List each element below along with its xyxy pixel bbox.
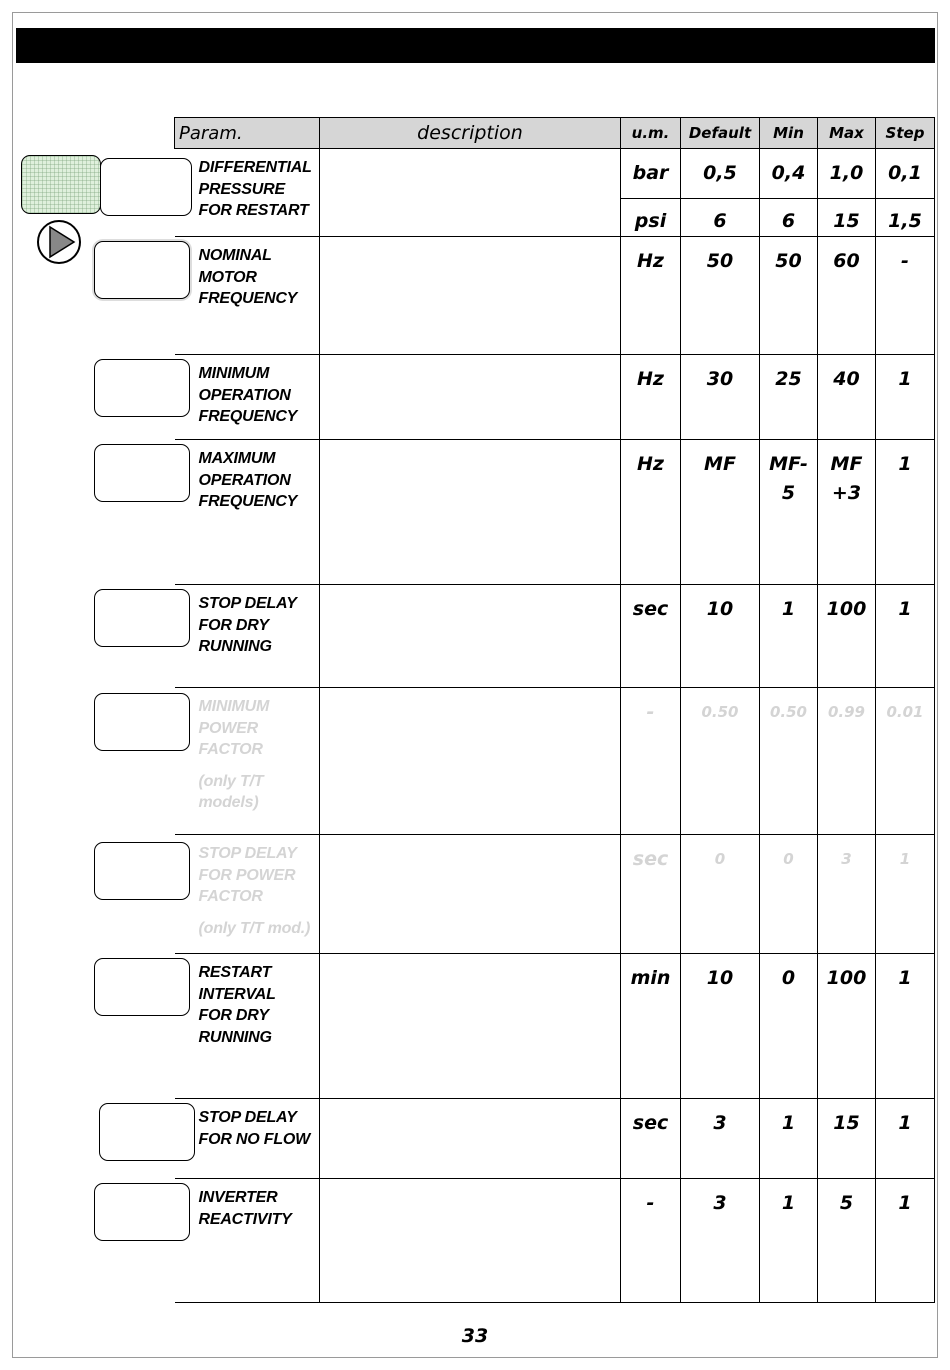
table-row xyxy=(175,1099,935,1179)
min-cell: MF- 5 xyxy=(760,440,818,585)
header-um: u.m. xyxy=(621,118,681,149)
param-description xyxy=(320,149,621,237)
unit-cell: min xyxy=(621,954,681,1099)
max-cell: 60 xyxy=(818,237,876,355)
min-cell: 0 xyxy=(760,954,818,1099)
param-description xyxy=(320,440,621,585)
max-cell: 1,0 xyxy=(818,149,876,199)
step-cell: 1 xyxy=(876,1099,935,1179)
unit-cell: psi xyxy=(621,199,681,237)
max-cell: 5 xyxy=(818,1179,876,1303)
unit-cell: - xyxy=(621,688,681,835)
table-header-row xyxy=(175,118,935,149)
play-icon xyxy=(36,219,82,265)
default-cell: 0.50 xyxy=(681,688,760,835)
table-row xyxy=(175,1179,935,1303)
min-cell: 50 xyxy=(760,237,818,355)
step-cell: 0.01 xyxy=(876,688,935,835)
min-cell: 25 xyxy=(760,355,818,440)
max-cell: 100 xyxy=(818,585,876,688)
param-description xyxy=(320,1179,621,1303)
step-cell: 1,5 xyxy=(876,199,935,237)
table-row xyxy=(175,237,935,355)
default-cell: 0,5 xyxy=(681,149,760,199)
step-cell: 1 xyxy=(876,835,935,954)
header-max: Max xyxy=(818,118,876,149)
table-row xyxy=(175,440,935,585)
param-name: STOP DELAY FOR POWER FACTOR (only T/T mod.) xyxy=(175,835,320,954)
table-row xyxy=(175,835,935,954)
param-name: STOP DELAY FOR DRY RUNNING xyxy=(175,585,320,688)
max-cell: 3 xyxy=(818,835,876,954)
step-cell: 1 xyxy=(876,1179,935,1303)
max-cell: 15 xyxy=(818,1099,876,1179)
default-cell: 6 xyxy=(681,199,760,237)
param-description xyxy=(320,1099,621,1179)
unit-cell: Hz xyxy=(621,355,681,440)
param-name: RESTART INTERVAL FOR DRY RUNNING xyxy=(175,954,320,1099)
header-min: Min xyxy=(760,118,818,149)
param-name: NOMINAL MOTOR FREQUENCY xyxy=(175,237,320,355)
step-cell: 1 xyxy=(876,954,935,1099)
step-cell: 1 xyxy=(876,440,935,585)
unit-cell: sec xyxy=(621,1099,681,1179)
default-cell: 50 xyxy=(681,237,760,355)
page-number: 33 xyxy=(461,1325,489,1347)
param-description xyxy=(320,585,621,688)
header-param: Param. xyxy=(175,118,320,149)
min-cell: 6 xyxy=(760,199,818,237)
table-row xyxy=(175,954,935,1099)
unit-cell: sec xyxy=(621,835,681,954)
max-cell: 100 xyxy=(818,954,876,1099)
table-row xyxy=(175,688,935,835)
step-cell: 1 xyxy=(876,355,935,440)
param-name: MINIMUM OPERATION FREQUENCY xyxy=(175,355,320,440)
param-description xyxy=(320,237,621,355)
default-cell: 30 xyxy=(681,355,760,440)
table-row xyxy=(175,585,935,688)
param-description xyxy=(320,688,621,835)
param-name: INVERTER REACTIVITY xyxy=(175,1179,320,1303)
max-cell: 15 xyxy=(818,199,876,237)
unit-cell: sec xyxy=(621,585,681,688)
table-row xyxy=(175,149,935,199)
min-cell: 1 xyxy=(760,1179,818,1303)
min-cell: 0,4 xyxy=(760,149,818,199)
step-cell: 0,1 xyxy=(876,149,935,199)
max-cell: 0.99 xyxy=(818,688,876,835)
name-line: DIFFERENTIAL xyxy=(198,159,312,176)
unit-cell: Hz xyxy=(621,440,681,585)
param-description xyxy=(320,355,621,440)
param-name xyxy=(175,149,320,237)
param-name: MAXIMUM OPERATION FREQUENCY xyxy=(175,440,320,585)
param-description xyxy=(320,954,621,1099)
param-name: STOP DELAY FOR NO FLOW xyxy=(175,1099,320,1179)
table-row xyxy=(175,355,935,440)
default-cell: 3 xyxy=(681,1099,760,1179)
min-cell: 0 xyxy=(760,835,818,954)
default-cell: 0 xyxy=(681,835,760,954)
name-line: PRESSURE xyxy=(198,180,285,198)
header-description: description xyxy=(320,118,621,149)
param-description xyxy=(320,835,621,954)
max-cell: MF +3 xyxy=(818,440,876,585)
default-cell: MF xyxy=(681,440,760,585)
name-line: FOR RESTART xyxy=(198,202,309,219)
default-cell: 10 xyxy=(681,585,760,688)
parameter-table xyxy=(174,117,935,1303)
max-cell: 40 xyxy=(818,355,876,440)
unit-cell: bar xyxy=(621,149,681,199)
step-cell: - xyxy=(876,237,935,355)
default-cell: 10 xyxy=(681,954,760,1099)
header-bar xyxy=(16,28,935,63)
min-cell: 1 xyxy=(760,585,818,688)
unit-cell: - xyxy=(621,1179,681,1303)
header-default: Default xyxy=(681,118,760,149)
default-cell: 3 xyxy=(681,1179,760,1303)
unit-cell: Hz xyxy=(621,237,681,355)
min-cell: 0.50 xyxy=(760,688,818,835)
min-cell: 1 xyxy=(760,1099,818,1179)
display-panel-icon xyxy=(21,155,101,214)
param-name: MINIMUM POWER FACTOR (only T/T models) xyxy=(175,688,320,835)
header-step: Step xyxy=(876,118,935,149)
step-cell: 1 xyxy=(876,585,935,688)
